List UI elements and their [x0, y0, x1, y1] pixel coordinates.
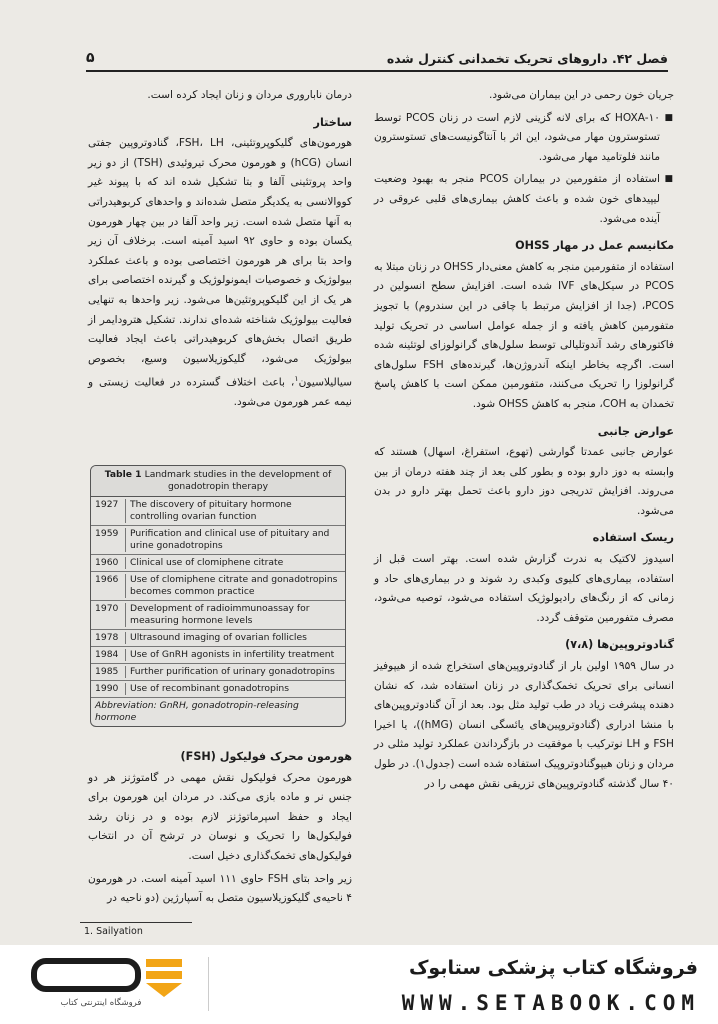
table-event: Use of clomiphene citrate and gonadotropins becomes common practice — [125, 574, 345, 598]
section-heading: گنادوتروپین‌ها (۷،۸) — [565, 638, 674, 652]
table-row — [91, 630, 345, 647]
table-caption-text: Landmark studies in the development of gonadotropin therapy — [144, 469, 332, 492]
paragraph: در سال ۱۹۵۹ اولین بار از گنادوتروپین‌های استخراج شده از هیپوفیز انسانی برای تحریک تخمک‌گذاری در زنان استفاده شد، که نشان دهنده پیشرفت زیاد در طب تولید مثل بود. بعد از آن گنادوتروپین‌های با منشا ادراری (گنادوتروپین‌های یائسگی انسان (hMG))، یا اخیرا FSH و LH نوترکیب با موفقیت در بازگرداندن عملکرد تولید مثلی در مردان و زنان هیپوگنادوتروپیک استفاده شده است (جدول۱). در طول ۴۰ سال گذشته گنادوتروپین‌های تزریقی نقش مهمی را در — [374, 660, 675, 790]
table-year: 1960 — [95, 557, 119, 568]
bullet-item: ■ استفاده از متفورمین در بیماران PCOS منجر به بهبود وضعیت لیپیدهای خون شده و باعث کاهش بیماری‌های قلبی عروقی در آینده می‌شود. — [374, 170, 660, 229]
table-label: Table 1 — [104, 469, 142, 480]
paragraph: اسیدوز لاکتیک به ندرت گزارش شده است. بهتر است قبل از استفاده، بیماری‌های کلیوی وکبدی رد شوند و در بیماری‌های حاد و زمانی که از رنگ‌های رادیولوژیک استفاده می‌شود، توصیه می‌شود، مصرف متفورمین متوقف گردد. — [374, 553, 674, 624]
table-event: Ultrasound imaging of ovarian follicles — [125, 632, 345, 644]
table-abbreviation: Abbreviation: GnRH, gonadotropin-releasing hormone — [95, 700, 299, 723]
table-year: 1959 — [95, 528, 119, 539]
table-event: Clinical use of clomiphene citrate — [125, 557, 345, 569]
landmark-studies-table — [90, 465, 346, 727]
table-caption — [91, 466, 345, 497]
table-year: 1984 — [95, 649, 119, 660]
table-event: Use of recombinant gonadotropins — [125, 683, 345, 695]
table-year: 1970 — [95, 603, 119, 614]
shop-name: فروشگاه کتاب پزشکی ستابوک — [408, 957, 698, 979]
table-year: 1927 — [95, 499, 119, 510]
table-year: 1985 — [95, 666, 119, 677]
section-heading: ساختار — [313, 115, 352, 129]
footnote-divider — [80, 922, 192, 923]
right-column — [374, 86, 674, 797]
section-heading: هورمون محرک فولیکول (FSH) — [180, 750, 352, 763]
table-row — [91, 555, 345, 572]
paragraph: جریان خون رحمی در این بیماران می‌شود. — [488, 89, 674, 101]
website-url: WWW.SETABOOK.COM — [401, 991, 700, 1015]
footer-divider — [208, 957, 209, 1011]
paragraph: استفاده از متفورمین منجر به کاهش معنی‌دار OHSS در زنان مبتلا به PCOS در سیکل‌های IVF شده است. افزایش سطح انسولین در PCOS، (جدا از افزایش مرتبط با چاقی در این سندروم) با تجویز متفورمین کاهش یافته و از جمله عوامل اساسی در تحریک تولید فاکتورهای رشد آندوتلیالی توسط سلول‌های گرانولوزای لوتئینه شده است. اگرچه بخاطر اینکه آندروژن‌ها، گیرنده‌های FSH سلول‌های گرانولوزا را تحریک می‌کنند، متفورمین ممکن است با کاهش پاسخ تخمدان به COH، منجر به کاهش OHSS شود. — [374, 260, 674, 410]
page-number: ۵ — [86, 50, 95, 66]
logo-tagline: فروشگاه اینترنتی کتاب — [60, 998, 142, 1008]
table-event: Further purification of urinary gonadotropins — [125, 666, 345, 678]
paragraph-text: هورمون‌های گلیکوپروتئینی، FSH، LH، گنادوتروپین جفتی انسان (hCG) و هورمون محرک تیروئیدی (TSH) از دو زیر واحد پروتئینی آلفا و بتا تشکیل شده اند که با پیوند غیر کووالانسی به یکدیگر متصل شده‌اند و واحدهای کربوهیدراتی به آنها متصل شده است. زیر واحد آلفا در بین چهار هورمون یکسان بوده و حاوی ۹۲ اسید آمینه است. برخلاف آن زیر واحد بتا برای هر هورمون اختصاصی بوده و باعث عملکرد بیولوژیک و خصوصیات ایمونولوژیک و گیرنده اختصاصی برای هر یک از این گلیکوپروتئین‌ها می‌شود. زیر واحدها به تنهایی فعالیت بیولوژیک شناخته شده‌ای ندارند. تشکیل هترودایمر از طریق اتصال بخش‌های کربوهیدراتی باعث ایجاد فعالیت بیولوژیک می‌شود، گلیکوزیلاسیون وسیع، بخصوص سیالیلاسیون — [88, 137, 352, 389]
left-column-lower — [88, 740, 352, 912]
footnote-marker: ۱ — [294, 374, 299, 384]
table-event: Development of radioimmunoassay for measuring hormone levels — [125, 603, 345, 627]
table-row — [91, 526, 345, 555]
table-event: Purification and clinical use of pituitary and urine gonadotropins — [125, 528, 345, 552]
bullet-item: ■ HOXA-۱۰ که برای لانه گزینی لازم است در زنان PCOS توسط تستوسترون مهار می‌شود، این اثر با آنتاگونیست‌های تستوسترون مانند فلوتامید مهار می‌شود. — [374, 109, 660, 168]
paragraph: هورمون محرک فولیکول نقش مهمی در گامتوژنز هر دو جنس نر و ماده بازی می‌کند. در مردان این هورمون برای ایجاد و حفظ اسپرماتوژنز لازم بوده و در زنان رشد فولیکول‌ها را تحریک و نوسان در ترشح آن در انتخاب فولیکول‌های تخمک‌گذاری دخیل است. — [88, 771, 352, 862]
table-row — [91, 572, 345, 601]
paragraph-text: ، باعث اختلاف گسترده در فعالیت زیستی و نیمه عمر هورمون می‌شود. — [88, 376, 352, 409]
table-year: 1966 — [95, 574, 119, 585]
table-year: 1990 — [95, 683, 119, 694]
table-event: Use of GnRH agonists in infertility treatment — [125, 649, 345, 661]
table-event: The discovery of pituitary hormone controlling ovarian function — [125, 499, 345, 523]
page-header — [86, 46, 668, 72]
paragraph: زیر واحد بتای FSH حاوی ۱۱۱ اسید آمینه است. در هورمون ۴ ناحیه‌ی گلیکوزیلاسیون متصل به آسپارژین (دو ناحیه در — [88, 872, 352, 905]
table-row — [91, 601, 345, 630]
paragraph — [88, 134, 352, 413]
section-heading: ریسک استفاده — [592, 531, 674, 545]
table-row — [91, 497, 345, 526]
left-column — [88, 86, 352, 416]
paragraph: عوارض جانبی عمدتا گوارشی (تهوع، استفراغ، اسهال) هستند که وابسته به دوز دارو بوده و بطور کلی بعد از چند هفته درمان از بین می‌روند. افزایش تدریجی دوز دارو باعث تحمل بهتر دارو در بدن می‌شود. — [374, 446, 674, 517]
section-heading: مکانیسم عمل در مهار OHSS — [515, 239, 674, 253]
table-row — [91, 664, 345, 681]
table-year: 1978 — [95, 632, 119, 643]
table-row — [91, 647, 345, 664]
table-row — [91, 681, 345, 698]
paragraph: درمان ناباروری مردان و زنان ایجاد کرده است. — [147, 89, 352, 101]
bullet-list — [374, 109, 674, 230]
chapter-title: فصل ۴۲. داروهای تحریک تخمدانی کنترل شده — [386, 50, 668, 66]
footnote: 1. Sailyation — [84, 926, 143, 937]
section-heading: عوارض جانبی — [597, 424, 674, 438]
watermark-footer — [0, 945, 718, 1024]
